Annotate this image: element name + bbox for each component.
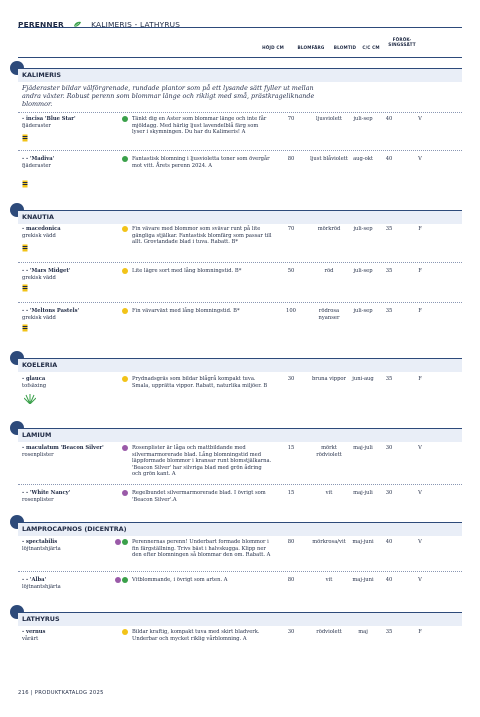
col-cc: C/C CM: [362, 45, 380, 50]
time-value: maj: [358, 629, 368, 635]
swedish-name: tofsäxing: [22, 383, 47, 389]
section-title: LAMIUM: [22, 431, 52, 439]
plant-desc: Fantastisk blomning i ljusvioletta toner som övergår mot vitt. Årets perenn 2024. A: [132, 156, 270, 169]
time-value: juli-sep: [353, 116, 373, 122]
plant-name: - maculatum 'Beacon Silver': [22, 445, 104, 451]
cc-value: 35: [385, 308, 393, 314]
color-value: mörkröd: [317, 226, 341, 232]
section-knautia: [18, 210, 462, 340]
section-kalimeris: [18, 68, 462, 200]
row-divider: [18, 150, 462, 151]
purple-dot-icon: [122, 445, 128, 451]
time-value: juli-sep: [353, 268, 373, 274]
time-value: maj-juni: [352, 577, 374, 583]
yellow-dot-icon: [122, 308, 128, 314]
plant-desc: Perennernas perenn! Underbart formade blommor i fin färgställning. Trivs bäst i halvskugga. Klipp ner den efter blomningen så blommar den om. Rabatt. A: [132, 539, 271, 558]
plant-desc: Regelbundet silvermarmorerade blad. I övrigt som 'Beacon Silver'.A: [132, 490, 266, 503]
time-value: aug-okt: [353, 156, 373, 162]
col-height: HÖJD CM: [262, 45, 284, 50]
section-band: [18, 428, 462, 442]
plant-name: - - 'Meltons Pastels': [22, 308, 80, 314]
color-value: röd: [324, 268, 334, 274]
plant-desc: Prydnadsgräs som bildar blågrå kompakt tuva. Smala, upprätta vippor. Rabatt, naturlika miljöer. B: [132, 376, 268, 389]
cc-value: 40: [385, 156, 393, 162]
section-band: [18, 522, 462, 536]
plant-desc: Fin vävare med blommor som svävar runt på lite gängliga stjälkar. Fantastisk blomfärg som passar till allt. Grovtandade blad i tuva. Rabatt. B*: [132, 226, 272, 245]
plant-name: - spectabilis: [22, 539, 58, 545]
time-value: maj-juli: [353, 445, 373, 451]
plant-name: - - 'Alba': [22, 577, 47, 583]
yellow-dot-icon: [122, 376, 128, 382]
cc-value: 40: [385, 116, 393, 122]
sale-value: F: [418, 629, 422, 635]
bee-icon: [22, 284, 28, 292]
section-band: [18, 210, 462, 224]
section-name: PERENNER: [18, 20, 64, 29]
row-divider: [18, 112, 462, 113]
cc-value: 35: [385, 226, 393, 232]
yellow-dot-icon: [122, 268, 128, 274]
cc-value: 35: [385, 376, 393, 382]
purple-dot-icon: [115, 539, 121, 545]
plant-desc: Vitblommande, i övrigt som arten. A: [132, 577, 228, 583]
swedish-name: grekisk vädd: [22, 275, 56, 281]
plant-name: - vernus: [22, 629, 46, 635]
sale-value: F: [418, 308, 422, 314]
section-lamium: [18, 428, 462, 510]
section-lathyrus: [18, 612, 462, 662]
green-dot-icon: [122, 156, 128, 162]
bee-icon: [22, 244, 28, 252]
time-value: juni-aug: [352, 376, 374, 382]
plant-name: - glauca: [22, 376, 46, 382]
bee-icon: [22, 324, 28, 332]
bee-icon: [22, 134, 28, 142]
swedish-name: löjtnantshjärta: [22, 546, 61, 552]
color-value: vit: [325, 577, 333, 583]
page-number: 216: [18, 690, 29, 696]
time-value: maj-juni: [352, 539, 374, 545]
color-value: ljust blåviolett: [310, 156, 348, 162]
cc-value: 40: [385, 577, 393, 583]
green-dot-icon: [122, 116, 128, 122]
section-band: [18, 612, 462, 626]
sale-value: F: [418, 268, 422, 274]
row-divider: [18, 262, 462, 263]
swedish-name: rosenplister: [22, 497, 54, 503]
plant-desc: Lite lägre sort med lång blomningstid. B*: [132, 268, 242, 274]
color-value: vit: [325, 490, 333, 496]
plant-name: - - 'Mars Midget': [22, 268, 71, 274]
col-sale: FÖRÖK- SINGSSÄTT: [388, 37, 416, 47]
footer-label: PRODUKTKATALOG 2025: [34, 690, 104, 696]
green-dot-icon: [122, 539, 128, 545]
swedish-name: rosenplister: [22, 452, 54, 458]
row-divider: [18, 484, 462, 485]
col-time: BLOMTID: [333, 45, 357, 50]
height-value: 30: [287, 376, 295, 382]
row-divider: [18, 571, 462, 572]
cc-value: 30: [385, 490, 393, 496]
section-intro: Fjäderaster bildar välförgrenade, rundade plantor som på ett lysande sätt fyller ut mellan andra växter. Robust perenn som blommar länge och rikligt med små, prästkrageliknande blommor.: [22, 84, 315, 108]
swedish-name: grekisk vädd: [22, 233, 56, 239]
section-band: [18, 68, 462, 82]
plant-name: - incisa 'Blue Star': [22, 116, 76, 122]
height-value: 30: [287, 629, 295, 635]
sale-value: F: [418, 376, 422, 382]
yellow-dot-icon: [122, 629, 128, 635]
section-title: LATHYRUS: [22, 615, 60, 623]
height-value: 70: [287, 226, 295, 232]
swedish-name: fjäderaster: [22, 163, 51, 169]
column-rule: [18, 57, 462, 58]
sale-value: V: [418, 445, 422, 451]
page-header: [18, 12, 462, 29]
swedish-name: grekisk vädd: [22, 315, 56, 321]
cc-value: 30: [385, 445, 393, 451]
plant-name: - - 'Madiva': [22, 156, 55, 162]
section-band: [18, 358, 462, 372]
sale-value: V: [418, 156, 422, 162]
yellow-dot-icon: [122, 226, 128, 232]
plant-desc: Rosenplister är låga och mattbildande med silvermarmorerade blad. Lång blomningstid med läppformade blommor i kransar runt blomstjälkarna. 'Beacon Silver' har silvriga blad med grön ådring och grön kant. A: [132, 445, 272, 477]
height-value: 80: [287, 539, 295, 545]
section-title: KOELERIA: [22, 361, 58, 369]
color-value: rödrosa nyanser: [318, 308, 340, 321]
time-value: juli-sep: [353, 308, 373, 314]
sale-value: V: [418, 116, 422, 122]
cc-value: 40: [385, 539, 393, 545]
height-value: 80: [287, 577, 295, 583]
cc-value: 35: [385, 268, 393, 274]
sale-value: F: [418, 226, 422, 232]
sale-value: V: [418, 577, 422, 583]
section-lamprocapnos: [18, 522, 462, 598]
grass-icon: [24, 394, 36, 404]
footer-separator: |: [30, 690, 33, 696]
leaf-icon: [73, 13, 82, 32]
height-value: 50: [287, 268, 295, 274]
purple-dot-icon: [122, 490, 128, 496]
swedish-name: löjtnantshjärta: [22, 584, 61, 590]
sale-value: V: [418, 539, 422, 545]
col-color: BLOMFÄRG: [297, 45, 325, 50]
plant-desc: Fin vävarväxt med lång blomningstid. B*: [132, 308, 240, 314]
time-value: juli-sep: [353, 226, 373, 232]
color-value: rödviolett: [316, 629, 342, 635]
bee-icon: [22, 180, 28, 188]
plant-name: - macedonica: [22, 226, 61, 232]
page-title: KALIMERIS - LATHYRUS: [91, 20, 181, 29]
height-value: 80: [287, 156, 295, 162]
row-divider: [18, 302, 462, 303]
height-value: 15: [287, 490, 295, 496]
page-footer: [18, 690, 104, 696]
section-title: KNAUTIA: [22, 213, 54, 221]
cc-value: 35: [385, 629, 393, 635]
color-value: mörkrosa/vit: [312, 539, 346, 545]
sale-value: V: [418, 490, 422, 496]
purple-dot-icon: [115, 577, 121, 583]
color-value: ljusviolett: [316, 116, 342, 122]
green-dot-icon: [122, 577, 128, 583]
height-value: 70: [287, 116, 295, 122]
swedish-name: vårärt: [22, 636, 39, 642]
plant-name: - - 'White Nancy': [22, 490, 71, 496]
top-rule: [18, 27, 462, 28]
color-value: mörkt rödviolett: [316, 445, 342, 458]
height-value: 100: [286, 308, 296, 314]
time-value: maj-juli: [353, 490, 373, 496]
section-koeleria: [18, 358, 462, 414]
swedish-name: fjäderaster: [22, 123, 51, 129]
section-title: KALIMERIS: [22, 71, 61, 79]
height-value: 15: [287, 445, 295, 451]
section-title: LAMPROCAPNOS (DICENTRA): [22, 525, 127, 533]
color-value: bruna vippor: [311, 376, 347, 382]
plant-desc: Bildar kraftig, kompakt tuva med skirt bladverk. Underbar och mycket riklig vårblomning. A: [132, 629, 260, 642]
plant-desc: Tänkt dig en Aster som blommar länge och inte får mjöldagg. Med härlig ljust lavendelblå färg som lyser i skymningen. Du har du Kalimeris! A: [132, 116, 267, 135]
